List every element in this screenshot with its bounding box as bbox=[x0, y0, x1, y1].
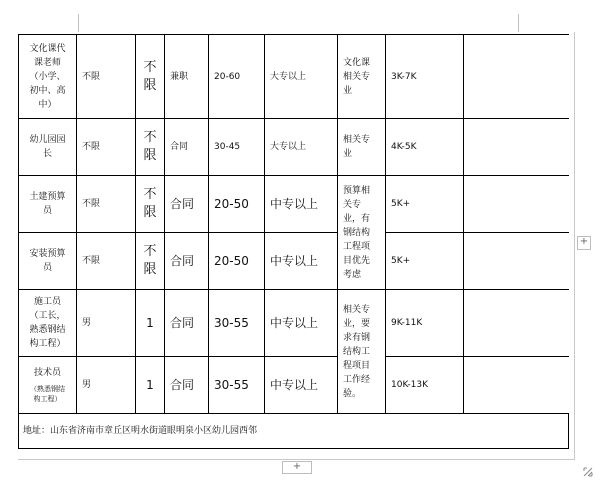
age-cell: 30-55 bbox=[209, 357, 265, 414]
count-cell: 1 bbox=[136, 290, 165, 357]
type-cell: 合同 bbox=[165, 290, 209, 357]
age-cell: 20-50 bbox=[209, 233, 265, 290]
type-cell: 合同 bbox=[165, 233, 209, 290]
education-cell: 大专以上 bbox=[265, 119, 338, 176]
table-row bbox=[19, 233, 569, 290]
empty-cell bbox=[464, 290, 569, 357]
position-cell: 幼儿园园 长 bbox=[19, 119, 77, 176]
corner-mark-top-left bbox=[78, 14, 79, 32]
type-cell: 兼职 bbox=[165, 35, 209, 119]
salary-cell: 5K+ bbox=[386, 233, 464, 290]
table-row bbox=[19, 35, 569, 119]
table-row bbox=[19, 119, 569, 176]
empty-cell bbox=[464, 35, 569, 119]
resize-icon bbox=[582, 466, 594, 478]
count-cell: 不 限 bbox=[136, 176, 165, 233]
gender-cell: 不限 bbox=[77, 119, 136, 176]
table-row bbox=[19, 414, 569, 449]
gender-cell: 男 bbox=[77, 357, 136, 414]
table-row bbox=[19, 357, 569, 414]
table-resize-handle[interactable] bbox=[582, 466, 594, 481]
count-cell: 不 限 bbox=[136, 233, 165, 290]
education-cell: 中专以上 bbox=[265, 290, 338, 357]
empty-cell bbox=[464, 176, 569, 233]
major-cell: 文化课 相关专 业 bbox=[338, 35, 386, 119]
corner-mark-top-right bbox=[518, 14, 519, 32]
position-cell: 施工员 （工长， 熟悉钢结 构工程） bbox=[19, 290, 77, 357]
job-listing-table bbox=[18, 34, 569, 449]
salary-cell: 4K-5K bbox=[386, 119, 464, 176]
address-cell: 地址：山东省济南市章丘区明水街道眼明泉小区幼儿园西邻 bbox=[19, 414, 569, 449]
education-cell: 中专以上 bbox=[265, 357, 338, 414]
type-cell: 合同 bbox=[165, 119, 209, 176]
salary-cell: 3K-7K bbox=[386, 35, 464, 119]
education-cell: 中专以上 bbox=[265, 176, 338, 233]
gender-cell: 不限 bbox=[77, 233, 136, 290]
position-cell: 土建预算 员 bbox=[19, 176, 77, 233]
major-cell-merged: 相关专 业，要 求有钢 结构工 程项目 工作经 验。 bbox=[338, 290, 386, 414]
age-cell: 30-45 bbox=[209, 119, 265, 176]
plus-icon: + bbox=[579, 236, 589, 247]
empty-cell bbox=[464, 357, 569, 414]
type-cell: 合同 bbox=[165, 357, 209, 414]
position-cell: 安装预算 员 bbox=[19, 233, 77, 290]
add-row-button[interactable] bbox=[282, 461, 312, 474]
count-cell: 不 限 bbox=[136, 35, 165, 119]
salary-cell: 5K+ bbox=[386, 176, 464, 233]
add-column-button[interactable] bbox=[577, 236, 591, 250]
salary-cell: 10K-13K bbox=[386, 357, 464, 414]
type-cell: 合同 bbox=[165, 176, 209, 233]
age-cell: 20-60 bbox=[209, 35, 265, 119]
education-cell: 中专以上 bbox=[265, 233, 338, 290]
count-cell: 1 bbox=[136, 357, 165, 414]
gender-cell: 不限 bbox=[77, 35, 136, 119]
education-cell: 大专以上 bbox=[265, 35, 338, 119]
table-row bbox=[19, 290, 569, 357]
table-row bbox=[19, 176, 569, 233]
major-cell-merged: 预算相 关专 业，有 钢结构 工程项 目优先 考虑 bbox=[338, 176, 386, 290]
salary-cell: 9K-11K bbox=[386, 290, 464, 357]
gender-cell: 男 bbox=[77, 290, 136, 357]
position-cell: 文化课代 课老师 （小学、 初中、高 中） bbox=[19, 35, 77, 119]
empty-cell bbox=[464, 119, 569, 176]
age-cell: 20-50 bbox=[209, 176, 265, 233]
gender-cell: 不限 bbox=[77, 176, 136, 233]
plus-icon: + bbox=[292, 461, 302, 472]
empty-cell bbox=[464, 233, 569, 290]
major-cell: 相关专 业 bbox=[338, 119, 386, 176]
count-cell: 不 限 bbox=[136, 119, 165, 176]
position-cell: 技术员 （熟悉钢结 构工程） bbox=[19, 357, 77, 414]
age-cell: 30-55 bbox=[209, 290, 265, 357]
